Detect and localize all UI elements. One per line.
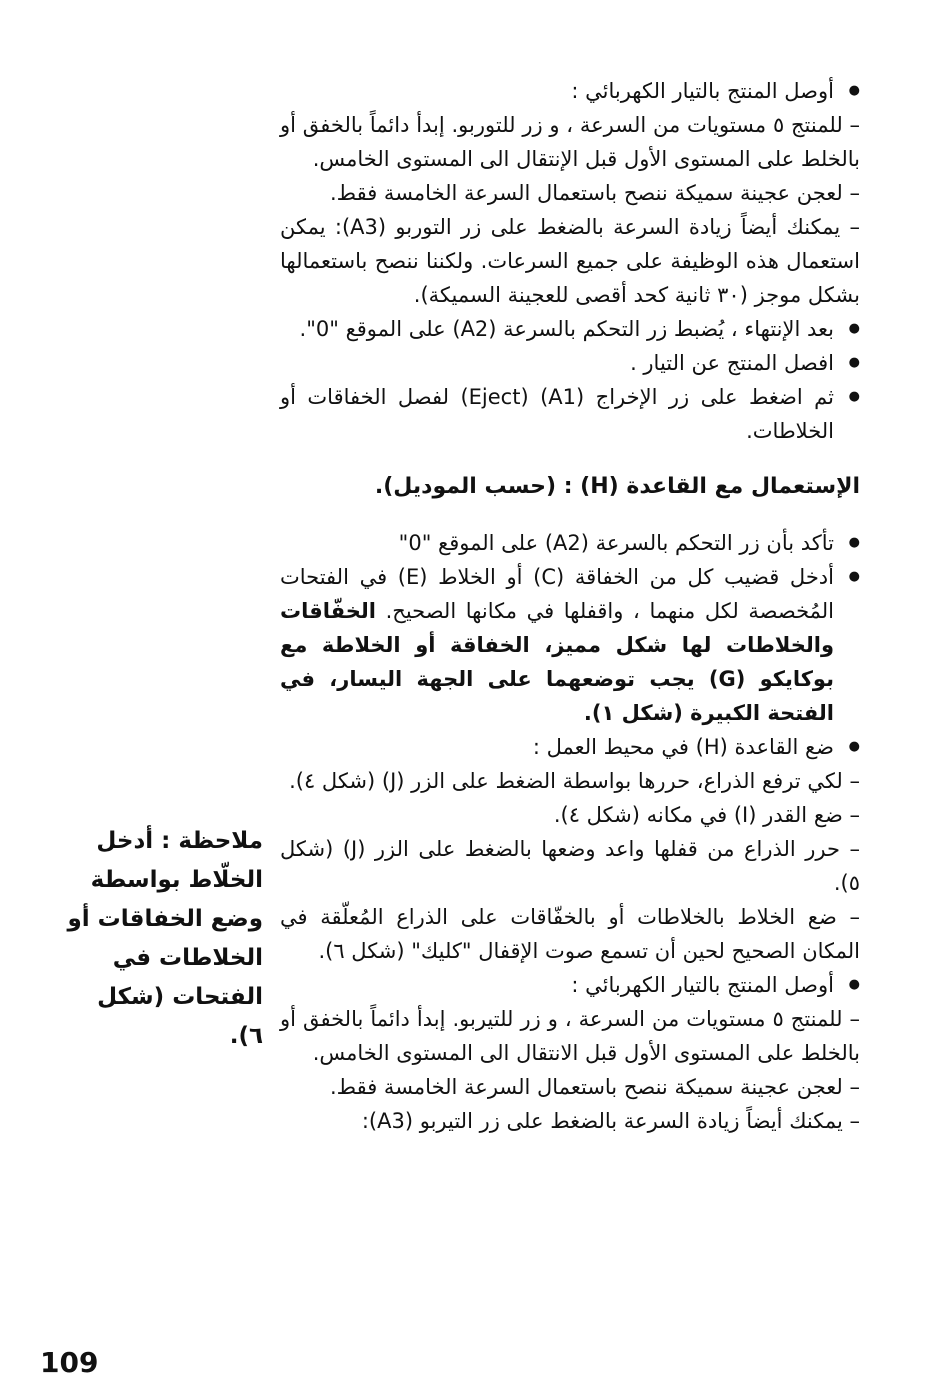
instructions-body: [280, 74, 860, 1138]
sub-item: – لعجن عجينة سميكة ننصح باستعمال السرعة الخامسة فقط.: [329, 181, 860, 205]
sub-item: – يمكنك أيضاً زيادة السرعة بالضغط على زر التيربو (A3):: [361, 1109, 860, 1133]
list-item: ● ضع القاعدة (H) في محيط العمل :: [280, 730, 860, 764]
sub-item: – يمكنك أيضاً زيادة السرعة بالضغط على زر التوربو (A3): يمكن استعمال هذه الوظيفة على جميع السرعات. ولكننا ننصح باستعمالها بشكل موجز (٣٠ ثانية كحد أقصى للعجينة السميكة).: [280, 215, 860, 307]
list-item: ● أوصل المنتج بالتيار الكهربائي :: [280, 968, 860, 1002]
list-item: [280, 560, 860, 730]
list-item: ● بعد الإنتهاء ، يُضبط زر التحكم بالسرعة (A2) على الموقع "0".: [280, 312, 860, 346]
list-item: ● تأكد بأن زر التحكم بالسرعة (A2) على الموقع "0": [280, 526, 860, 560]
list-item-bold-text: الخفّاقات والخلاطات لها شكل مميز، الخفاقة أو الخلاطة مع بوكايكو (G) يجب توضعهما على الجهة اليسار، في الفتحة الكبيرة (شكل ١).: [280, 599, 834, 725]
sub-item: – ضع القدر (I) في مكانه (شكل ٤).: [553, 803, 860, 827]
sub-item: – لعجن عجينة سميكة ننصح باستعمال السرعة الخامسة فقط.: [329, 1075, 860, 1099]
sub-item: – للمنتج ٥ مستويات من السرعة ، و زر للتيربو. إبدأ دائماً بالخفق أو بالخلط على المستوى الأول قبل الانتقال الى المستوى الخامس.: [280, 1007, 860, 1065]
page-number: 109: [40, 1346, 99, 1379]
list-item: ● أوصل المنتج بالتيار الكهربائي :: [280, 74, 860, 108]
list-item: ● ثم اضغط على زر الإخراج (A1) (Eject) لفصل الخفاقات أو الخلاطات.: [280, 380, 860, 448]
sub-item: – لكي ترفع الذراع، حررها بواسطة الضغط على الزر (J) (شكل ٤).: [289, 769, 860, 793]
sub-item: – ضع الخلاط بالخلاطات أو بالخفّاقات على الذراع المُعلّقة في المكان الصحيح لحين أن تسمع صوت الإقفال "كليك" (شكل ٦).: [280, 905, 860, 963]
sub-item: – حرر الذراع من قفلها واعد وضعها بالضغط على الزر (J) (شكل ٥).: [280, 837, 860, 895]
list-item: ● افصل المنتج عن التيار .: [280, 346, 860, 380]
list-item-text: أدخل قضيب كل من الخفاقة (C) أو الخلاط (E) في الفتحات المُخصصة لكل منهما ، واقفلها في مكانها الصحيح.: [280, 565, 834, 623]
sub-item: – للمنتج ٥ مستويات من السرعة ، و زر للتوربو. إبدأ دائماً بالخفق أو بالخلط على المستوى الأول قبل الإنتقال الى المستوى الخامس.: [280, 113, 860, 171]
side-note: ملاحظة : أدخل الخلّاط بواسطة وضع الخفاقات أو الخلاطات في الفتحات (شكل ٦).: [67, 828, 263, 1049]
section-heading: الإستعمال مع القاعدة (H) : (حسب الموديل).: [374, 474, 860, 499]
